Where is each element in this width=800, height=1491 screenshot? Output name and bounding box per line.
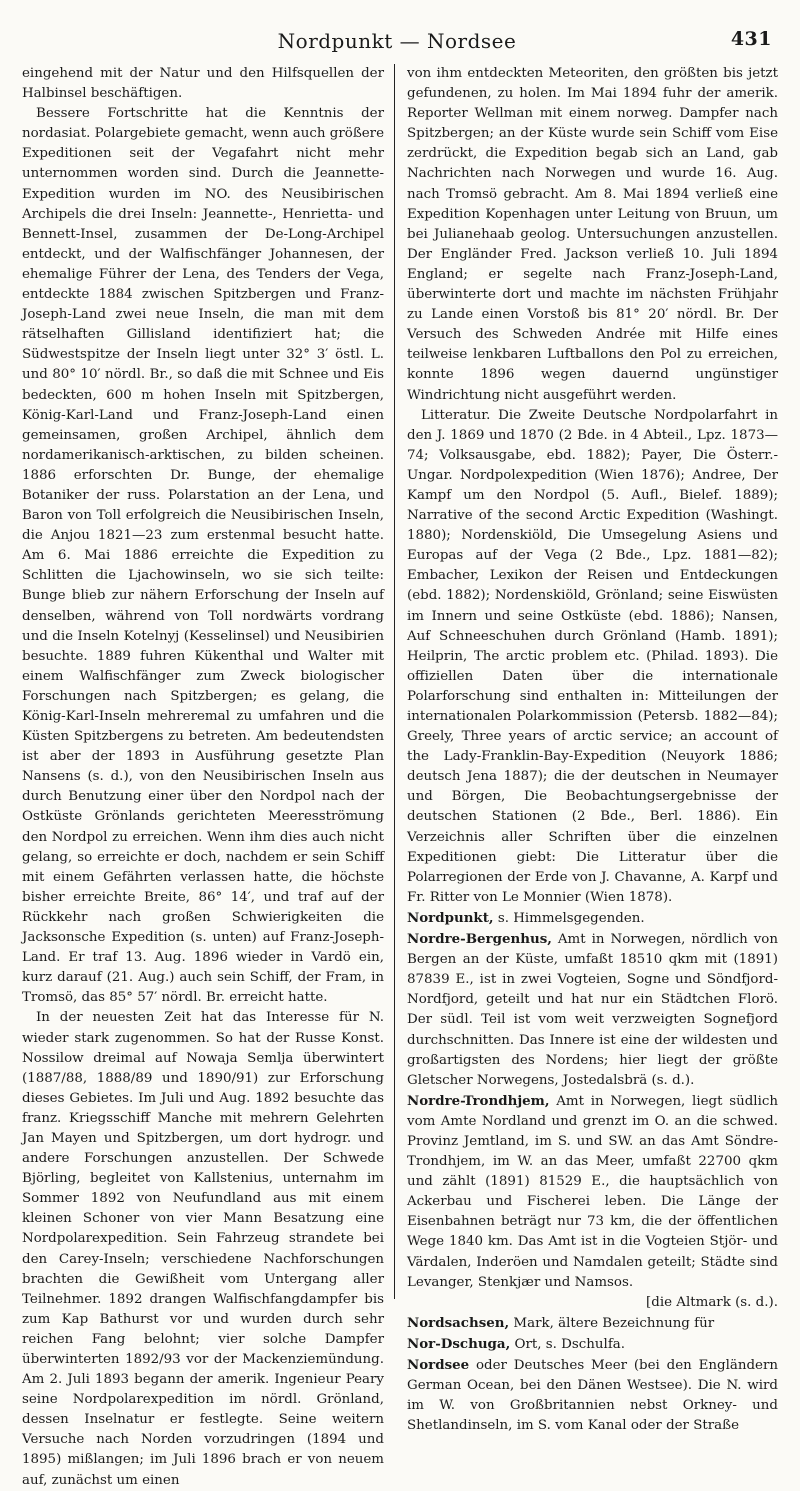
paragraph — [22, 104, 384, 1008]
paragraph-text: von ihm entdeckten Meteoriten, den größten bis jetzt gefundenen, zu holen. Im Mai 1894 fuhr der amerik. Reporter Wellman mit einem norweg. Dampfer nach Spitzbergen; an der Küste wurde sein Schiff vom Eise zerdrückt, die Expedition begab sich an Land, gab Nachrichten nach Norwegen und wurde 16. Aug. nach Tromsö gebracht. Am 8. Mai 1894 verließ eine Expedition Kopenhagen unter Leitung von Bruun, um bei Julianehaab geolog. Untersuchungen anzustellen. Der Engländer Fred. Jackson verließ 10. Juli 1894 England; er segelte nach Franz-Joseph-Land, überwinterte dort und machte im nächsten Frühjahr zu Lande einen Vorstoß bis 81° 20′ nördl. Br. Der Versuch des Schweden Andrée mit Hilfe eines teilweise lenkbaren Luftballons den Pol zu erreichen, konnte 1896 wegen dauernd ungünstiger Windrichtung nicht ausgeführt werden. — [407, 66, 778, 403]
paragraph — [407, 1355, 778, 1436]
paragraph — [407, 929, 778, 1091]
paragraph-text: Amt in Norwegen, nördlich von Bergen an der Küste, umfaßt 18510 qkm mit (1891) 87839 E., ist in zwei Vogteien, Sogne und Söndfjord-Nordfjord, geteilt und hat nur ein Städtchen Florö. Der südl. Teil ist vom weit verzweigten Sognefjord durchschnitten. Das Innere ist eine der wildesten und großartigsten des Nordens; hier liegt der größte Gletscher Norwegens, Jostedalsbrä (s. d.). — [407, 932, 778, 1088]
paragraph — [407, 1313, 778, 1334]
paragraph — [407, 1091, 778, 1293]
entry-headword: Nordpunkt, — [407, 909, 494, 926]
paragraph — [407, 1334, 778, 1355]
paragraph — [407, 908, 778, 929]
paragraph — [407, 64, 778, 406]
paragraph-text: Ort, s. Dschulfa. — [510, 1336, 626, 1352]
paragraph — [22, 64, 384, 104]
right-column — [394, 64, 778, 1434]
paragraph-text: s. Himmelsgegenden. — [493, 910, 645, 926]
left-column — [22, 64, 394, 1488]
running-title: Nordpunkt — Nordsee — [277, 29, 517, 53]
entry-headword: Nordre-Trondhjem, — [407, 1092, 550, 1109]
paragraph — [407, 1293, 778, 1313]
paragraph-text: Mark, ältere Bezeichnung für — [509, 1315, 715, 1331]
paragraph-text: eingehend mit der Natur und den Hilfsquellen der Halbinsel beschäftigen. — [22, 66, 384, 102]
paragraph-text: In der neuesten Zeit hat das Interesse für N. wieder stark zugenommen. So hat der Russe Konst. Nossilow dreimal auf Nowaja Semlja überwintert (1887/88, 1888/89 und 1890/91) zur Erforschung dieses Gebietes. Im Juli und Aug. 1892 besuchte das franz. Kriegsschiff Manche mit mehrern Gelehrten Jan Mayen und Spitzbergen, um dort hydrogr. und andere Forschungen anzustellen. Der Schwede Björling, begleitet von Kallstenius, unternahm im Sommer 1892 von Neufundland aus mit einem kleinen Schoner von vier Mann Besatzung eine Nordpolarexpedition. Sein Fahrzeug strandete bei den Carey-Inseln; verschiedene Nachforschungen brachten die Gewißheit vom Untergang aller Teilnehmer. 1892 drangen Walfischfangdampfer bis zum Kap Bathurst vor und wurden durch sehr reichen Fang belohnt; vier solche Dampfer überwinterten 1892/93 vor der Mackenziemündung. Am 2. Juli 1893 begann der amerik. Ingenieur Peary seine Nordpolarexpedition im nördl. Grönland, dessen Inselnatur er festlegte. Seine weitern Versuche nach Norden vorzudringen (1894 und 1895) mißlangen; im Juli 1896 brach er von neuem auf, zunächst um einen — [22, 1010, 384, 1488]
paragraph — [407, 406, 778, 908]
page-number: 431 — [730, 28, 772, 50]
entry-headword: Nor-Dschuga, — [407, 1335, 511, 1352]
paragraph-text: [die Altmark (s. d.). — [646, 1294, 778, 1310]
paragraph-text: Amt in Norwegen, liegt südlich vom Amte Nordland und grenzt im O. an die schwed. Provinz Jemtland, im S. und SW. an das Amt Söndre-Trondhjem, im W. an das Meer, umfaßt 22700 qkm und zählt (1891) 81529 E., die hauptsächlich von Ackerbau und Fischerei leben. Die Länge der Eisenbahnen beträgt nur 73 km, die der öffentlichen Wege 1840 km. Das Amt ist in die Vogteien Stjör- und Värdalen, Inderöen und Namdalen geteilt; Städte sind Levanger, Stenkjær und Namsos. — [407, 1093, 778, 1290]
entry-headword: Nordsee — [407, 1357, 470, 1373]
entry-headword: Nordre-Bergenhus, — [407, 931, 552, 948]
paragraph-text: Bessere Fortschritte hat die Kenntnis der nordasiat. Polargebiete gemacht, wenn auch größere Expeditionen seit der Vegafahrt nicht mehr unternommen worden sind. Durch die Jeannette-Expedition wurden im NO. des Neusibirischen Archipels die drei Inseln: Jeannette-, Henrietta- und Bennett-Insel, zusammen der De-Long-Archipel entdeckt, und der Walfischfänger Johannesen, der ehemalige Führer der Lena, des Tenders der Vega, entdeckte 1884 zwischen Spitzbergen und Franz-Joseph-Land zwei neue Inseln, die man mit dem rätselhaften Gillisland identifiziert hat; die Südwestspitze der Inseln liegt unter 32° 3′ östl. L. und 80° 10′ nördl. Br., so daß die mit Schnee und Eis bedeckten, 600 m hohen Inseln mit Spitzbergen, König-Karl-Land und Franz-Joseph-Land einen gemeinsamen, großen Archipel, ähnlich dem nordamerikanisch-arktischen, zu bilden scheinen. 1886 erforschten Dr. Bunge, der ehemalige Botaniker der russ. Polarstation an der Lena, und Baron von Toll erfolgreich die Neusibirischen Inseln, die Anjou 1821—23 zum erstenmal besucht hatte. Am 6. Mai 1886 erreichte die Expedition zu Schlitten die Ljachowinseln, wo sie sich teilte: Bunge blieb zur nähern Erforschung der Inseln auf denselben, während von Toll nordwärts vordrang und die Inseln Kotelnyj (Kesselinsel) und Neusibirien besuchte. 1889 fuhren Kükenthal und Walter mit einem Walfischfänger zum Zweck biologischer Forschungen nach Spitzbergen; es gelang, die König-Karl-Inseln mehreremal zu umfahren und die Küsten Spitzbergens zu betreten. Am bedeutendsten ist aber der 1893 in Ausführung gesetzte Plan Nansens (s. d.), von den Neusibirischen Inseln aus durch Benutzung einer über den Nordpol nach der Ostküste Grönlands gerichteten Meeresströmung den Nordpol zu erreichen. Wenn ihm dies auch nicht gelang, so erreichte er doch, nachdem er sein Schiff mit einem Gefährten verlassen hatte, die höchste bisher erreichte Breite, 86° 14′, und traf auf der Rückkehr nach großen Schwierigkeiten die Jacksonsche Expedition (s. unten) auf Franz-Joseph-Land. Er traf 13. Aug. 1896 wieder in Vardö ein, kurz darauf (21. Aug.) auch sein Schiff, der Fram, in Tromsö, das 85° 57′ nördl. Br. erreicht hatte. — [22, 106, 385, 1006]
paragraph — [22, 1008, 384, 1490]
entry-headword: Nordsachsen, — [407, 1314, 510, 1331]
text-columns — [22, 64, 778, 1488]
paragraph-text: Litteratur. Die Zweite Deutsche Nordpolarfahrt in den J. 1869 und 1870 (2 Bde. in 4 Abteil., Lpz. 1873—74; Volksausgabe, ebd. 1882); Payer, Die Österr.-Ungar. Nordpolexpedition (Wien 1876); Andree, Der Kampf um den Nordpol (5. Aufl., Bielef. 1889); Narrative of the second Arctic Expedition (Washingt. 1880); Nordenskiöld, Die Umsegelung Asiens und Europas auf der Vega (2 Bde., Lpz. 1881—82); Embacher, Lexikon der Reisen und Entdeckungen (ebd. 1882); Nordenskiöld, Grönland; seine Eiswüsten im Innern und seine Ostküste (ebd. 1886); Nansen, Auf Schneeschuhen durch Grönland (Hamb. 1891); Heilprin, The arctic problem etc. (Philad. 1893). Die offiziellen Daten über die internationale Polarforschung sind enthalten in: Mitteilungen der internationalen Polarkommission (Petersb. 1882—84); Greely, Three years of arctic service; an account of the Lady-Franklin-Bay-Expedition (Neuyork 1886; deutsch Jena 1887); die der deutschen in Neumayer und Börgen, Die Beobachtungsergebnisse der deutschen Stationen (2 Bde., Berl. 1886). Ein Verzeichnis aller Schriften über die einzelnen Expeditionen giebt: Die Litteratur über die Polarregionen der Erde von J. Chavanne, A. Karpf und Fr. Ritter von Le Monnier (Wien 1878). — [407, 407, 778, 905]
paragraph-text: oder Deutsches Meer (bei den Engländern German Ocean, bei den Dänen Westsee). Die N. wird im W. von Großbritannien nebst Orkney- und Shetlandinseln, im S. vom Kanal oder der Straße — [407, 1358, 778, 1434]
running-header — [22, 24, 772, 58]
